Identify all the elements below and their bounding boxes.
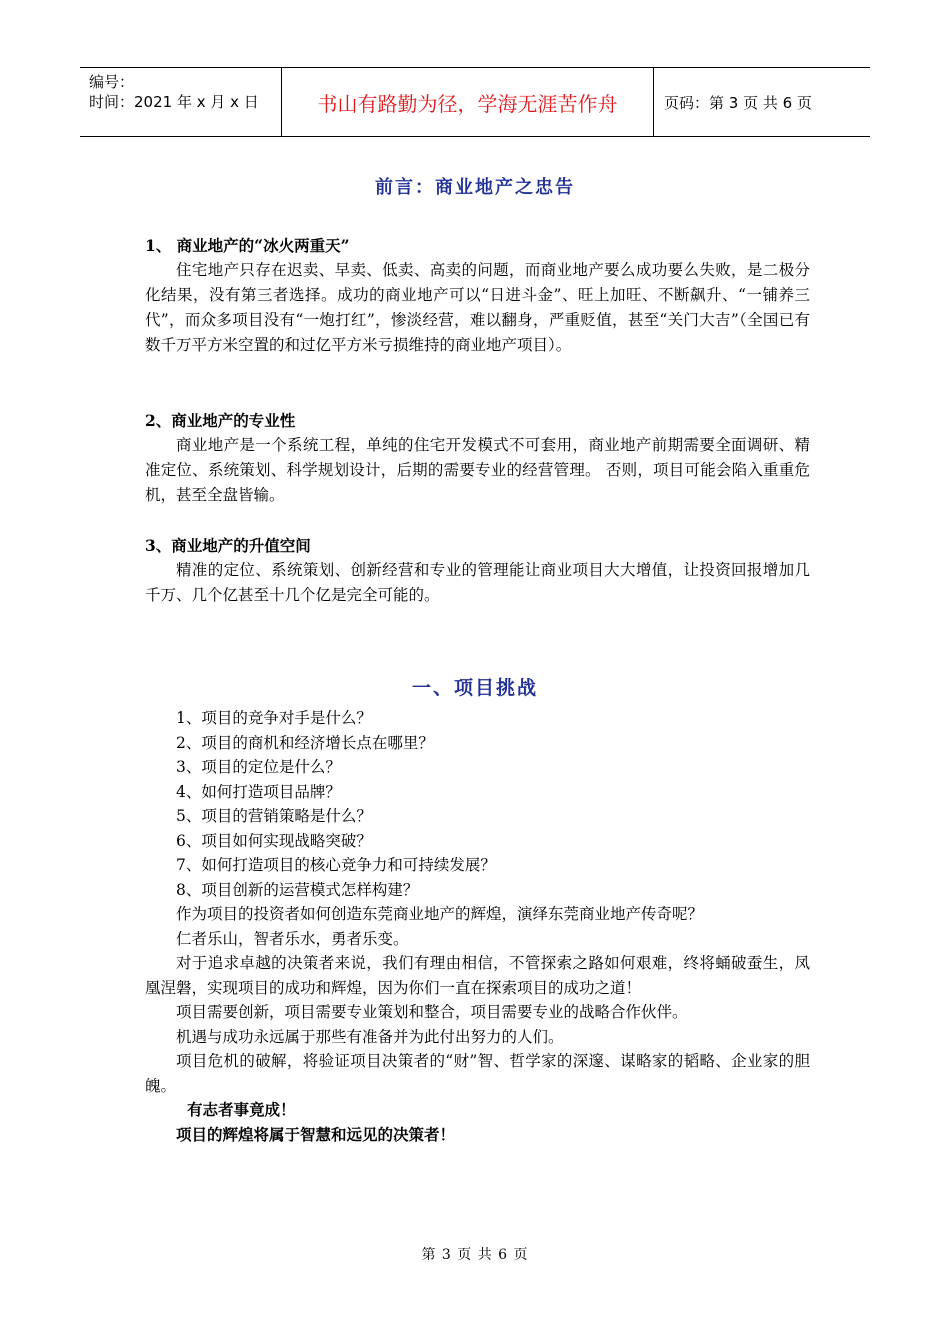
section-heading: 3、商业地产的升值空间 bbox=[145, 536, 311, 555]
header-page-info: 页码：第 3 页 共 6 页 bbox=[664, 93, 812, 112]
section-heading: 1、 商业地产的“冰火两重天” bbox=[145, 236, 350, 255]
code-label: 编号： bbox=[89, 73, 135, 91]
paragraph: 项目危机的破解，将验证项目决策者的“财”智、哲学家的深邃、谋略家的韬略、企业家的胆魄。 bbox=[145, 1052, 810, 1095]
section-body: 精准的定位、系统策划、创新经营和专业的管理能让商业项目大大增值，让投资回报增加几千万、几个亿甚至十几个亿是完全可能的。 bbox=[145, 561, 810, 604]
date-label: 时间：2021 年 x 月 x 日 bbox=[89, 93, 259, 111]
list-item: 8、项目创新的运营模式怎样构建？ bbox=[176, 880, 419, 899]
list-item: 7、如何打造项目的核心竞争力和可持续发展？ bbox=[176, 856, 496, 874]
section-body: 商业地产是一个系统工程，单纯的住宅开发模式不可套用，商业地产前期需要全面调研、精准定位、系统策划、科学规划设计，后期的需要专业的经营管理。 否则，项目可能会陷入重重危机，甚至全盘皆输。 bbox=[145, 436, 810, 504]
closing-line: 有志者事竟成！ bbox=[187, 1100, 296, 1119]
list-item: 3、项目的定位是什么？ bbox=[176, 758, 341, 776]
paragraph: 仁者乐山，智者乐水，勇者乐变。 bbox=[176, 929, 409, 948]
section-3 bbox=[145, 533, 810, 608]
section-body: 住宅地产只存在迟卖、早卖、低卖、高卖的问题，而商业地产要么成功要么失败，是二极分化结果，没有第三者选择。成功的商业地产可以“日进斗金”、旺上加旺、不断飙升、“一铺养三代”，而众多项目没有“一炮打红”，惨淡经营，难以翻身，严重贬值，甚至“关门大吉”（全国已有数千万平方米空置的和过亿平方米亏损维持的商业地产项目）。 bbox=[145, 261, 810, 354]
list-item: 2、项目的商机和经济增长点在哪里？ bbox=[176, 733, 434, 752]
paragraph: 对于追求卓越的决策者来说，我们有理由相信，不管探索之路如何艰难，终将蛹破蚕生，凤凰涅磐，实现项目的成功和辉煌，因为你们一直在探索项目的成功之道！ bbox=[145, 954, 810, 997]
page-footer: 第 3 页 共 6 页 bbox=[421, 1247, 529, 1263]
paragraph: 作为项目的投资者如何创造东莞商业地产的辉煌，演绎东莞商业地产传奇呢？ bbox=[176, 905, 704, 923]
list-item: 4、如何打造项目品牌？ bbox=[176, 782, 341, 801]
section-heading: 2、商业地产的专业性 bbox=[145, 411, 296, 430]
header-motto: 书山有路勤为径，学海无涯苦作舟 bbox=[282, 68, 654, 136]
list-item: 6、项目如何实现战略突破？ bbox=[176, 831, 372, 850]
paragraph: 机遇与成功永远属于那些有准备并为此付出努力的人们。 bbox=[176, 1027, 564, 1046]
list-item: 1、项目的竞争对手是什么？ bbox=[176, 709, 372, 727]
section-2 bbox=[145, 408, 810, 508]
paragraph: 项目需要创新，项目需要专业策划和整合，项目需要专业的战略合作伙伴。 bbox=[176, 1003, 688, 1021]
header-meta bbox=[80, 68, 282, 136]
closing-line: 项目的辉煌将属于智慧和远见的决策者！ bbox=[176, 1124, 456, 1144]
challenge-title: 一、项目挑战 bbox=[411, 677, 538, 699]
preface-title: 前言：商业地产之忠告 bbox=[375, 177, 575, 198]
header-table bbox=[80, 67, 870, 137]
challenge-content bbox=[145, 706, 810, 1147]
section-1 bbox=[145, 233, 810, 358]
list-item: 5、项目的营销策略是什么？ bbox=[176, 807, 372, 825]
